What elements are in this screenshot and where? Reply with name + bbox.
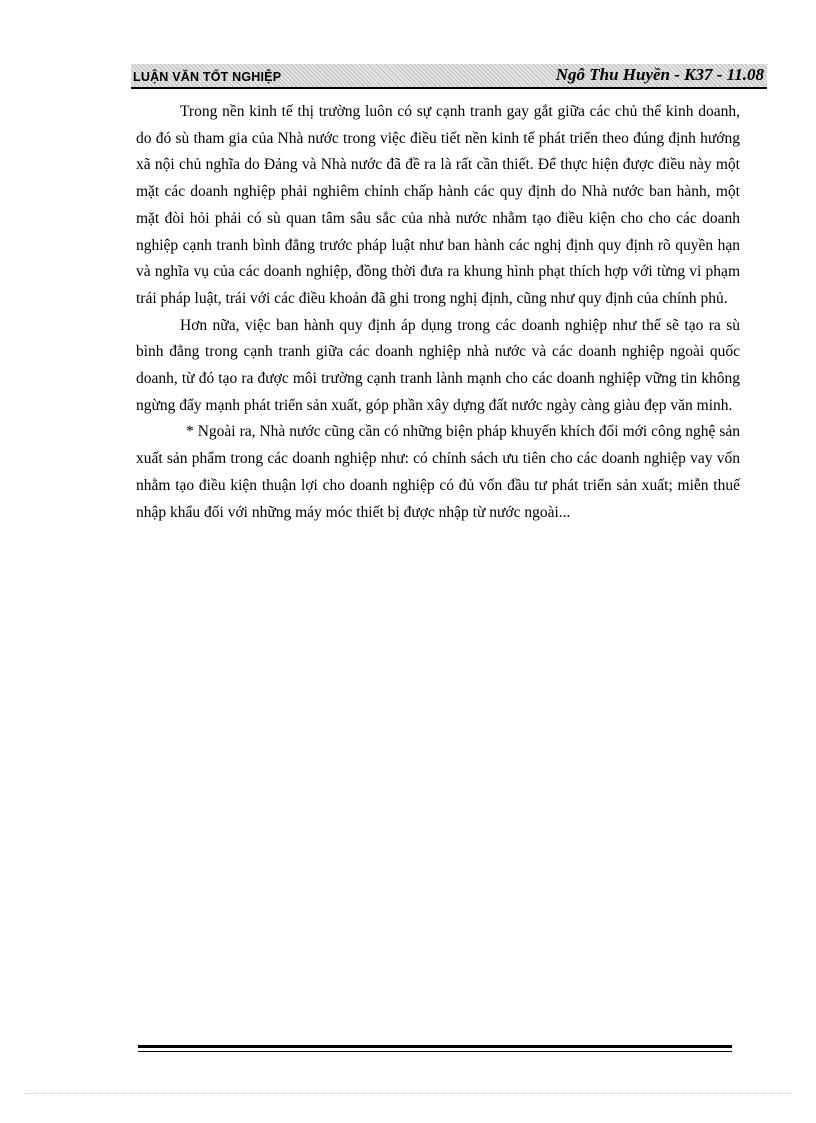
paragraph-3: * Ngoài ra, Nhà nước cũng cần có những biện pháp khuyến khích đổi mới công nghệ sản xuất sản phẩm trong các doanh nghiệp như: có chính sách ưu tiên cho các doanh nghiệp vay vốn nhằm tạo điều kiện thuận lợi cho doanh nghiệp có đủ vốn đầu tư phát triển sản xuất; miễn thuế nhập khẩu đối với những máy móc thiết bị được nhập từ nước ngoài...	[136, 423, 740, 521]
header-divider	[131, 87, 767, 89]
footer-divider-thick	[138, 1045, 732, 1048]
paragraph-1: Trong nền kinh tế thị trường luôn có sự cạnh tranh gay gắt giữa các chủ thể kinh doanh, do đó sù tham gia của Nhà nước trong việc điều tiết nền kinh tế phát triển theo đúng định hướng xã nội chủ nghĩa do Đảng và Nhà nước đã đề ra là rất cần thiết. Để thực hiện được điều này một mặt các doanh nghiệp phải nghiêm chỉnh chấp hành các quy định do Nhà nước ban hành, một mặt đòi hỏi phải có sù quan tâm sâu sắc của nhà nước nhằm tạo điều kiện cho cho các doanh nghiệp cạnh tranh bình đẳng trước pháp luật như ban hành các nghị định quy định rõ quyền hạn và nghĩa vụ của các doanh nghiệp, đồng thời đưa ra khung hình phạt thích hợp với từng vi phạm trái pháp luật, trái với các điều khoản đã ghi trong nghị định, cũng như quy định của chính phủ.	[136, 103, 740, 307]
document-header-title: LUẬN VĂN TỐT NGHIỆP	[133, 70, 282, 84]
document-header-author: Ngô Thu Huyền - K37 - 11.08	[555, 65, 764, 84]
document-body	[136, 99, 740, 526]
paragraph-2: Hơn nữa, việc ban hành quy định áp dụng trong các doanh nghiệp như thế sẽ tạo ra sù bình đẳng trong cạnh tranh giữa các doanh nghiệp nhà nước và các doanh nghiệp ngoài quốc doanh, từ đó tạo ra được môi trường cạnh tranh lành mạnh cho các doanh nghiệp vững tin không ngừng đẩy mạnh phát triển sản xuất, góp phần xây dựng đất nước ngày càng giàu đẹp văn minh.	[136, 316, 740, 414]
footer-divider-thin	[138, 1051, 732, 1052]
page-bottom-dotted-line	[24, 1093, 792, 1094]
